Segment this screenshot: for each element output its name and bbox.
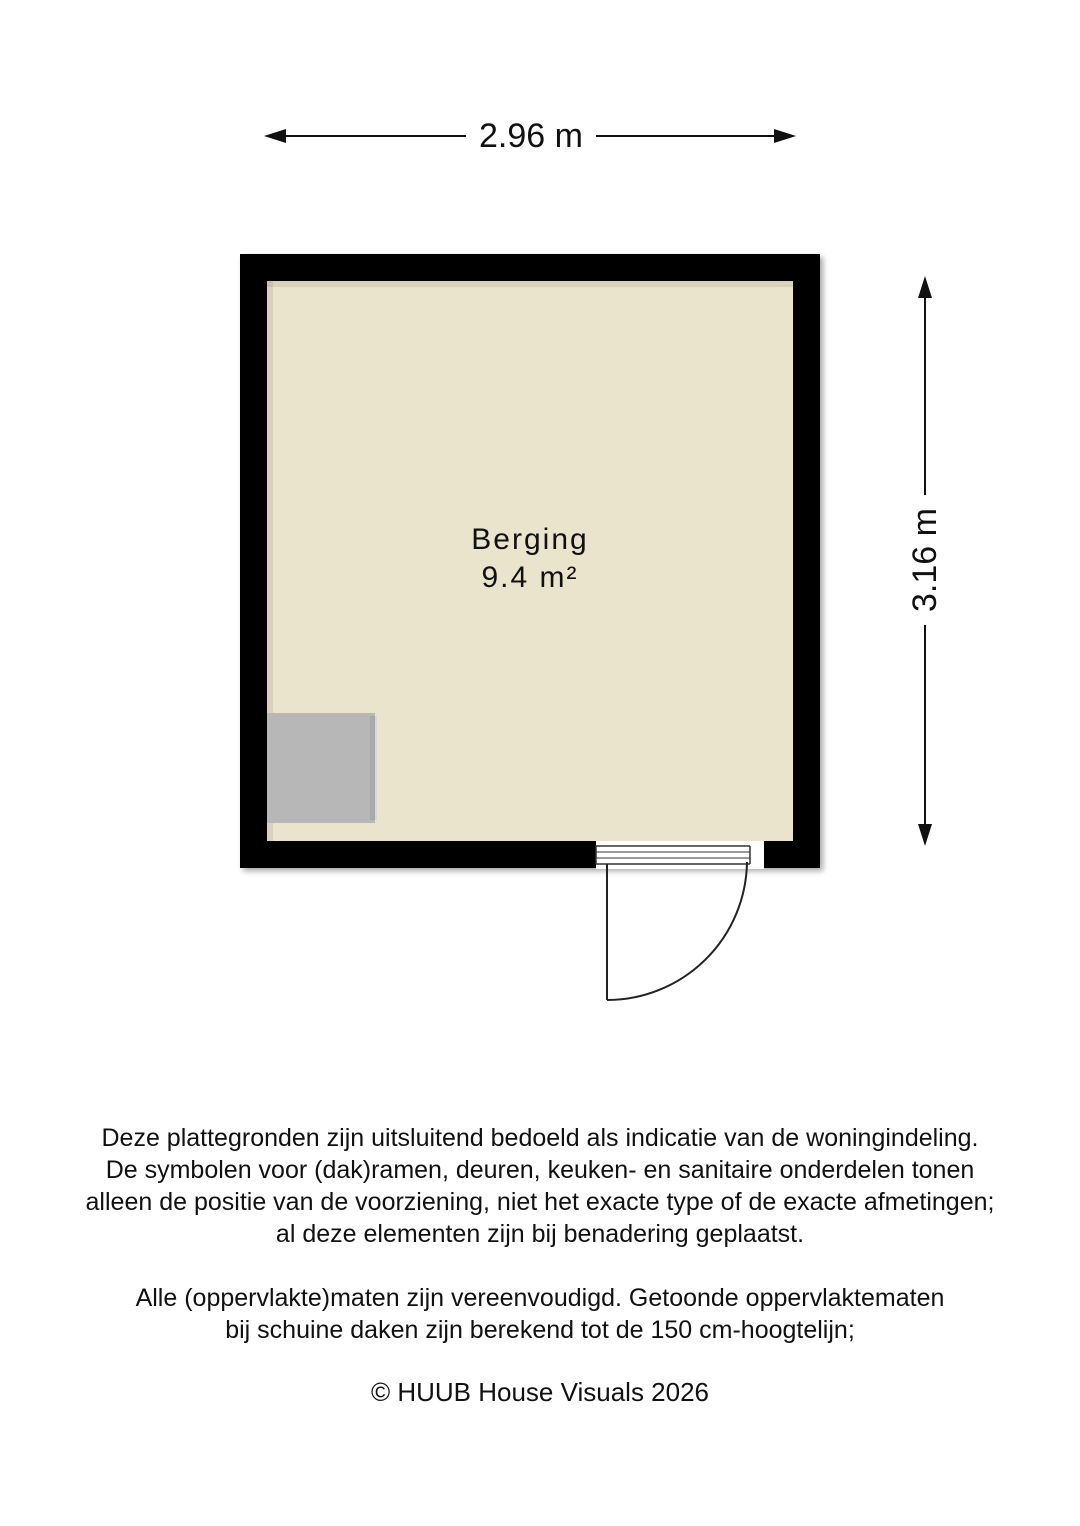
- disclaimer-line: Deze plattegronden zijn uitsluitend bedoeld als indicatie van de woningindeling.: [101, 1124, 979, 1152]
- disclaimer-line: Alle (oppervlakte)maten zijn vereenvoudigd. Getoonde oppervlaktematen: [135, 1284, 945, 1312]
- disclaimer-line: alleen de positie van de voorziening, niet het exacte type of de exacte afmetingen;: [85, 1188, 995, 1216]
- disclaimer-line: bij schuine daken zijn berekend tot de 150 cm-hoogtelijn;: [225, 1316, 855, 1344]
- room-name: Berging: [471, 523, 589, 556]
- width-dimension-label: 2.96 m: [466, 112, 596, 160]
- door-opening: [596, 841, 764, 869]
- copyright: © HUUB House Visuals 2026: [370, 1377, 710, 1407]
- storage-unit: [267, 713, 375, 823]
- disclaimer: [0, 1122, 1080, 1346]
- door-swing: [607, 862, 747, 1000]
- disclaimer-line: al deze elementen zijn bij benadering geplaatst.: [275, 1220, 805, 1248]
- height-dimension-label: 3.16 m: [901, 495, 949, 625]
- room-area: 9.4 m²: [481, 561, 579, 594]
- floor-plan: [230, 244, 830, 1014]
- disclaimer-line: De symbolen voor (dak)ramen, deuren, keuken- en sanitaire onderdelen tonen: [105, 1156, 975, 1184]
